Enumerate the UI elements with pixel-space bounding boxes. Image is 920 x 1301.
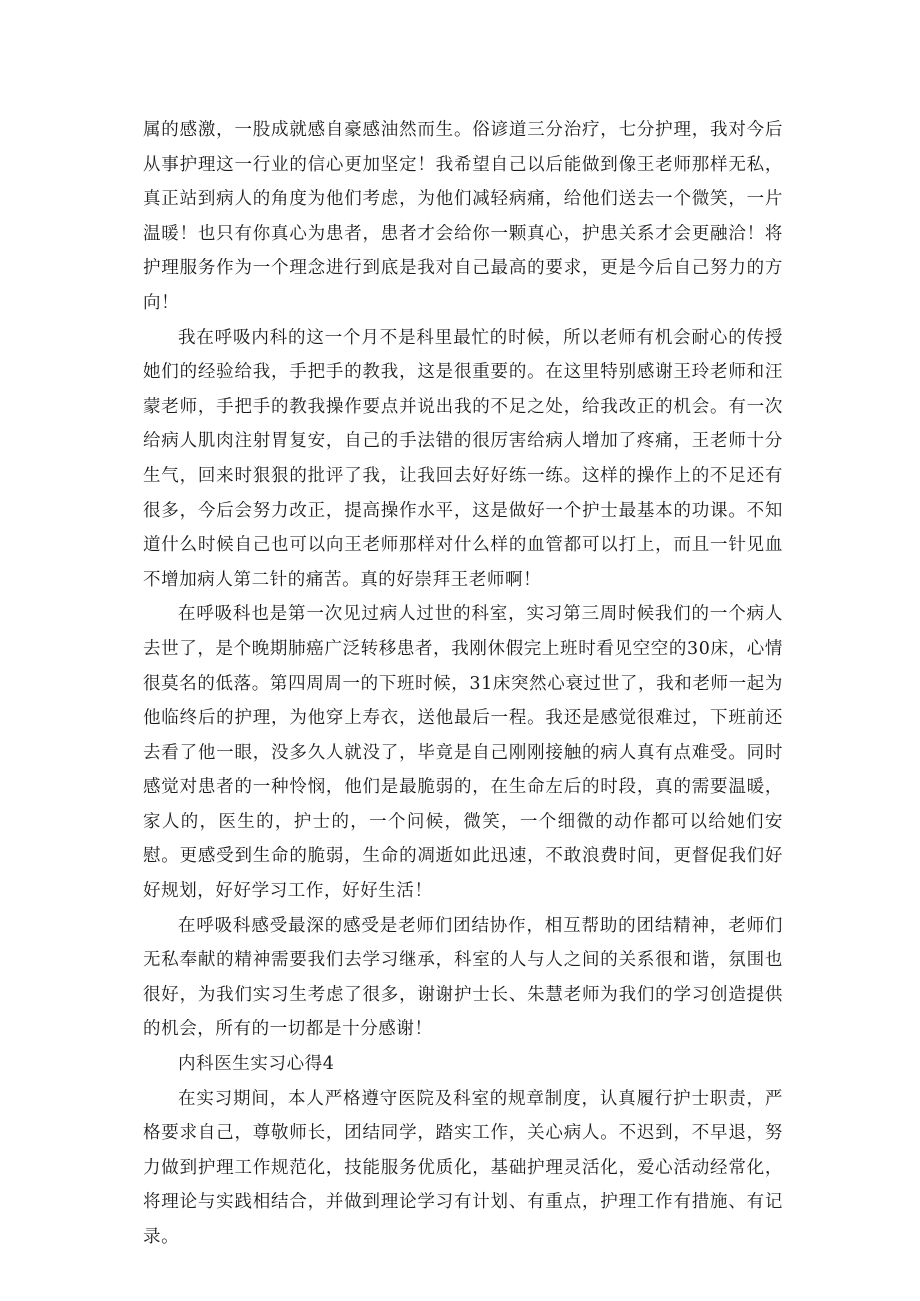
paragraph-teamwork: 在呼吸科感受最深的感受是老师们团结协作，相互帮助的团结精神，老师们无私奉献的精神需要我们去学习继承，科室的人与人之间的关系很和谐，氛围也很好，为我们实习生考虑了很多，谢谢护士长、朱慧老师为我们的学习创造提供的机会，所有的一切都是十分感谢！ <box>143 915 783 1040</box>
paragraph-continued: 属的感激，一股成就感自豪感油然而生。俗谚道三分治疗，七分护理，我对今后从事护理这一行业的信心更加坚定！我希望自己以后能做到像王老师那样无私，真正站到病人的角度为他们考虑，为他们减轻病痛，给他们送去一个微笑，一片温暖！也只有你真心为患者，患者才会给你一颗真心，护患关系才会更融洽！将护理服务作为一个理念进行到底是我对自己最高的要求，更是今后自己努力的方向！ <box>143 120 783 313</box>
paragraph-teacher-guidance: 我在呼吸内科的这一个月不是科里最忙的时候，所以老师有机会耐心的传授她们的经验给我，手把手的教我，这是很重要的。在这里特别感谢王玲老师和汪蒙老师，手把手的教我操作要点并说出我的不足之处，给我改正的机会。有一次给病人肌肉注射胃复安，自己的手法错的很厉害给病人增加了疼痛，王老师十分生气，回来时狠狠的批评了我，让我回去好好练一练。这样的操作上的不足还有很多，今后会努力改正，提高操作水平，这是做好一个护士最基本的功课。不知道什么时候自己也可以向王老师那样对什么样的血管都可以打上，而且一针见血不增加病人第二针的痛苦。真的好崇拜王老师啊！ <box>143 327 783 590</box>
paragraph-internship-conduct: 在实习期间，本人严格遵守医院及科室的规章制度，认真履行护士职责，严格要求自己，尊敬师长，团结同学，踏实工作，关心病人。不迟到，不早退，努力做到护理工作规范化，技能服务优质化，基础护理灵活化，爱心活动经常化，将理论与实践相结合，并做到理论学习有计划、有重点，护理工作有措施、有记录。 <box>143 1088 783 1247</box>
document-body <box>143 113 783 1255</box>
paragraph-patient-death: 在呼吸科也是第一次见过病人过世的科室，实习第三周时候我们的一个病人去世了，是个晚期肺癌广泛转移患者，我刚休假完上班时看见空空的30床，心情很莫名的低落。第四周周一的下班时候，31床突然心衰过世了，我和老师一起为他临终后的护理，为他穿上寿衣，送他最后一程。我还是感觉很难过，下班前还去看了他一眼，没多久人就没了，毕竟是自己刚刚接触的病人真有点难受。同时感觉对患者的一种怜悯，他们是最脆弱的，在生命左后的时段，真的需要温暖，家人的，医生的，护士的，一个问候，微笑，一个细微的动作都可以给她们安慰。更感受到生命的脆弱，生命的凋逝如此迅速，不敢浪费时间，更督促我们好好规划，好好学习工作，好好生活！ <box>143 604 783 902</box>
section-heading: 内科医生实习心得4 <box>178 1054 335 1075</box>
